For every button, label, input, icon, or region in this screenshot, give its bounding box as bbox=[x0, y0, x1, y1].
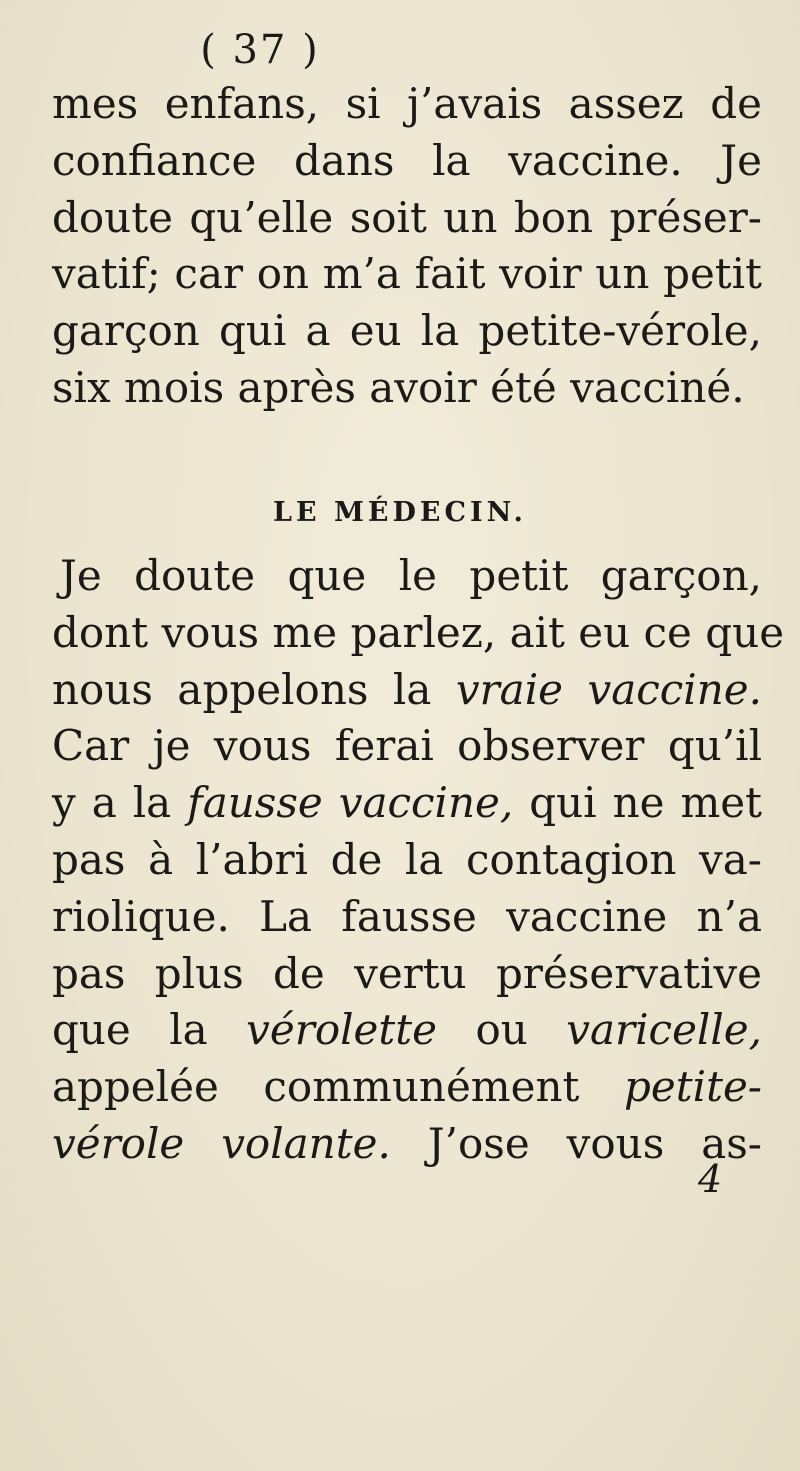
text-line: riolique. La fausse vaccine n’a bbox=[52, 891, 762, 941]
text-run: nous appelons la bbox=[52, 664, 456, 714]
signature-mark: 4 bbox=[698, 1157, 723, 1201]
paragraph-doctor bbox=[52, 548, 785, 1173]
text-run: qui ne met bbox=[513, 778, 763, 828]
italic-run: petite- bbox=[624, 1062, 762, 1112]
italic-run: vraie vaccine. bbox=[455, 664, 762, 714]
text-run: J’ose vous as- bbox=[390, 1118, 762, 1168]
speaker-heading: LE MÉDECIN. bbox=[273, 497, 527, 528]
text-line: doute qu’elle soit un bon préser- bbox=[52, 192, 762, 242]
text-line: six mois après avoir été vacciné. bbox=[52, 362, 745, 412]
text-line: pas plus de vertu préservative bbox=[52, 948, 762, 998]
text-run: ou bbox=[437, 1005, 567, 1055]
text-line: mes enfans, si j’avais assez de bbox=[52, 79, 762, 128]
text-run: que la bbox=[52, 1005, 247, 1055]
page-number: ( 37 ) bbox=[200, 27, 320, 73]
italic-run: varicelle, bbox=[566, 1005, 762, 1055]
italic-run: fausse vaccine, bbox=[187, 778, 514, 828]
text-line: confiance dans la vaccine. Je bbox=[52, 135, 762, 185]
text-line: garçon qui a eu la petite-vérole, bbox=[52, 306, 762, 356]
text-line: Car je vous ferai observer qu’il bbox=[52, 721, 762, 771]
text-line bbox=[52, 1002, 762, 1059]
text-run: appelée communément bbox=[52, 1062, 625, 1112]
text-line: vatif; car on m’a fait voir un petit bbox=[52, 249, 762, 299]
italic-run: vérole volante. bbox=[52, 1118, 391, 1168]
text-line: Je doute que le petit garçon, bbox=[60, 551, 762, 600]
text-line bbox=[52, 1059, 762, 1116]
text-run: y a la bbox=[52, 778, 188, 828]
text-line bbox=[52, 662, 762, 719]
text-line: dont vous me parlez, ait eu ce que bbox=[52, 607, 785, 657]
italic-run: vérolette bbox=[246, 1005, 438, 1055]
text-line: pas à l’abri de la contagion va- bbox=[52, 834, 762, 884]
paragraph-patient bbox=[52, 76, 762, 417]
text-line bbox=[52, 775, 762, 832]
text-line bbox=[52, 1116, 762, 1173]
